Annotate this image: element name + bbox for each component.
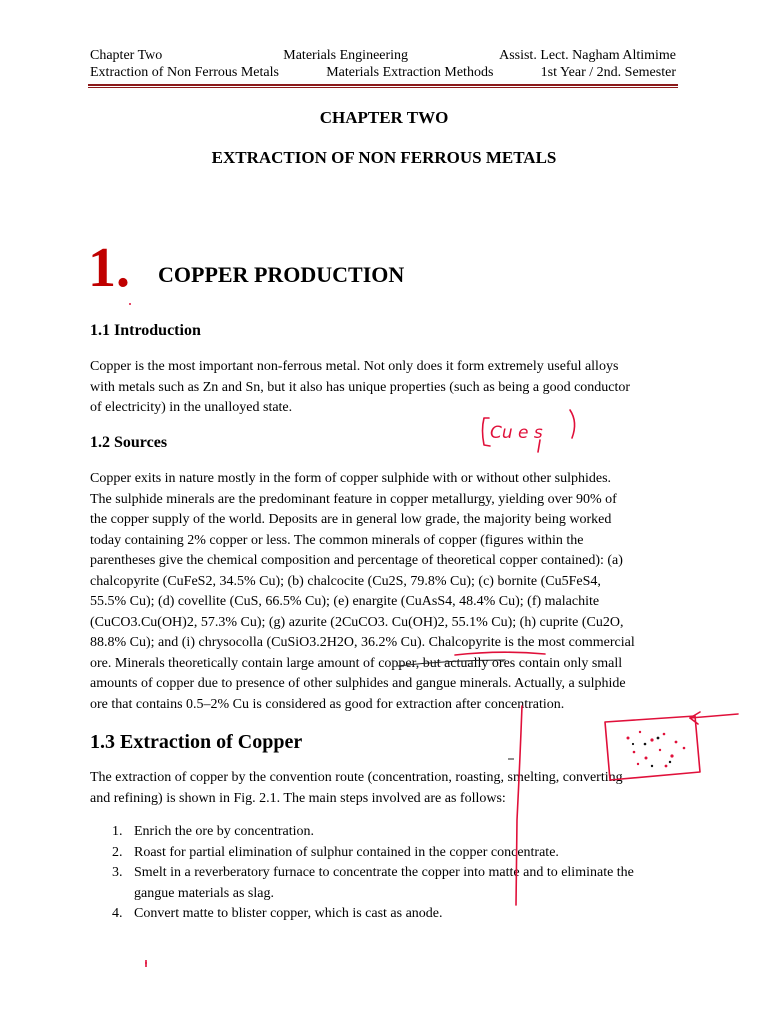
- list-item: [90, 863, 676, 904]
- list-text: Smelt in a reverberatory furnace to concentrate the copper into matte and to eliminate the gangue materials as slag.: [134, 865, 634, 901]
- extraction-steps-list: [90, 822, 676, 925]
- text-line: (CuCO3.Cu(OH)2, 57.3% Cu); (g) azurite (2CuCO3. Cu(OH)2, 55.1% Cu); (h) cuprite (Cu2O,: [90, 614, 624, 630]
- text-line: 88.8% Cu); and (i) chrysocolla (CuSiO3.2H2O, 36.2% Cu). Chalcopyrite is the most commercial: [90, 635, 635, 650]
- header-row-1: [90, 47, 676, 64]
- paragraph-extraction: [90, 768, 676, 809]
- paragraph-sources: [90, 469, 676, 715]
- text-line: The extraction of copper by the convention route (concentration, roasting, smelting, converting: [90, 770, 623, 785]
- header-topic: Extraction of Non Ferrous Metals: [90, 65, 279, 80]
- annotation-handwriting: Cu e s: [490, 423, 543, 443]
- header-rule-thin: [88, 87, 678, 88]
- annotation-arrow-line: [690, 714, 738, 718]
- text-line: Copper exits in nature mostly in the form of copper sulphide with or without other sulphides.: [90, 471, 612, 486]
- text-line: today containing 2% copper or less. The common minerals of copper (figures within the: [90, 532, 584, 548]
- chapter-subtitle: EXTRACTION OF NON FERROUS METALS: [211, 148, 557, 167]
- header-chapter: Chapter Two: [90, 48, 163, 63]
- heading-extraction: 1.3 Extraction of Copper: [90, 731, 303, 753]
- header-rule: [88, 84, 678, 86]
- paragraph-introduction: [90, 357, 676, 419]
- list-number: 3.: [112, 865, 123, 880]
- text-line: amounts of copper due to presence of other sulphides and gangue minerals. Actually, a sulphide: [90, 676, 626, 691]
- text-line: The sulphide minerals are the predominant feature in copper metallurgy, yielding over 90% of: [90, 491, 617, 507]
- section-title: COPPER PRODUCTION: [158, 262, 405, 287]
- list-text: Convert matte to blister copper, which is cast as anode.: [134, 906, 443, 921]
- text-line: ore. Minerals theoretically contain large amount of copper, but actually ores contain only small: [90, 655, 623, 671]
- chapter-title: CHAPTER TWO: [319, 108, 449, 127]
- list-text: Roast for partial elimination of sulphur contained in the copper concentrate.: [134, 844, 559, 860]
- list-number: 1.: [112, 824, 123, 839]
- text-line: with metals such as Zn and Sn, but it also has unique properties (such as being a good conductor: [90, 379, 631, 395]
- text-line: Copper is the most important non-ferrous metal. Not only does it form extremely useful alloys: [90, 359, 619, 374]
- text-line: 55.5% Cu); (d) covellite (CuS, 66.5% Cu); (e) enargite (CuAsS4, 48.4% Cu); (f) malachite: [90, 594, 600, 609]
- list-text: Enrich the ore by concentration.: [134, 824, 314, 839]
- running-header: [90, 47, 676, 81]
- section-number: 1.: [88, 237, 130, 299]
- header-semester: 1st Year / 2nd. Semester: [540, 65, 676, 80]
- text-line: of electricity) in the unalloyed state.: [90, 400, 293, 415]
- text-line: chalcopyrite (CuFeS2, 34.5% Cu); (b) chalcocite (Cu2S, 79.8% Cu); (c) bornite (Cu5FeS4,: [90, 573, 601, 589]
- annotation-tick: [538, 440, 540, 452]
- list-item: [90, 843, 676, 864]
- heading-sources: 1.2 Sources: [90, 434, 168, 451]
- text-line: the copper supply of the world. Deposits are in general low grade, the majority being worked: [90, 512, 612, 527]
- list-number: 2.: [112, 844, 123, 860]
- heading-introduction: 1.1 Introduction: [90, 322, 201, 339]
- header-course: Materials Engineering: [283, 48, 409, 63]
- list-item: [90, 822, 676, 843]
- annotation-arrow-head: [690, 712, 700, 724]
- text-line: and refining) is shown in Fig. 2.1. The main steps involved are as follows:: [90, 790, 506, 806]
- header-row-2: [90, 64, 676, 81]
- text-line: parentheses give the chemical composition and percentage of theoretical copper contained): (a): [90, 553, 623, 568]
- text-line: ore that contains 0.5–2% Cu is considered as good for extraction after concentration.: [90, 696, 565, 712]
- header-author: Assist. Lect. Nagham Altimime: [499, 48, 676, 63]
- header-subject: Materials Extraction Methods: [326, 65, 494, 80]
- annotation-bracket-left: [483, 418, 491, 446]
- list-number: 4.: [112, 906, 123, 921]
- list-item: [90, 904, 676, 925]
